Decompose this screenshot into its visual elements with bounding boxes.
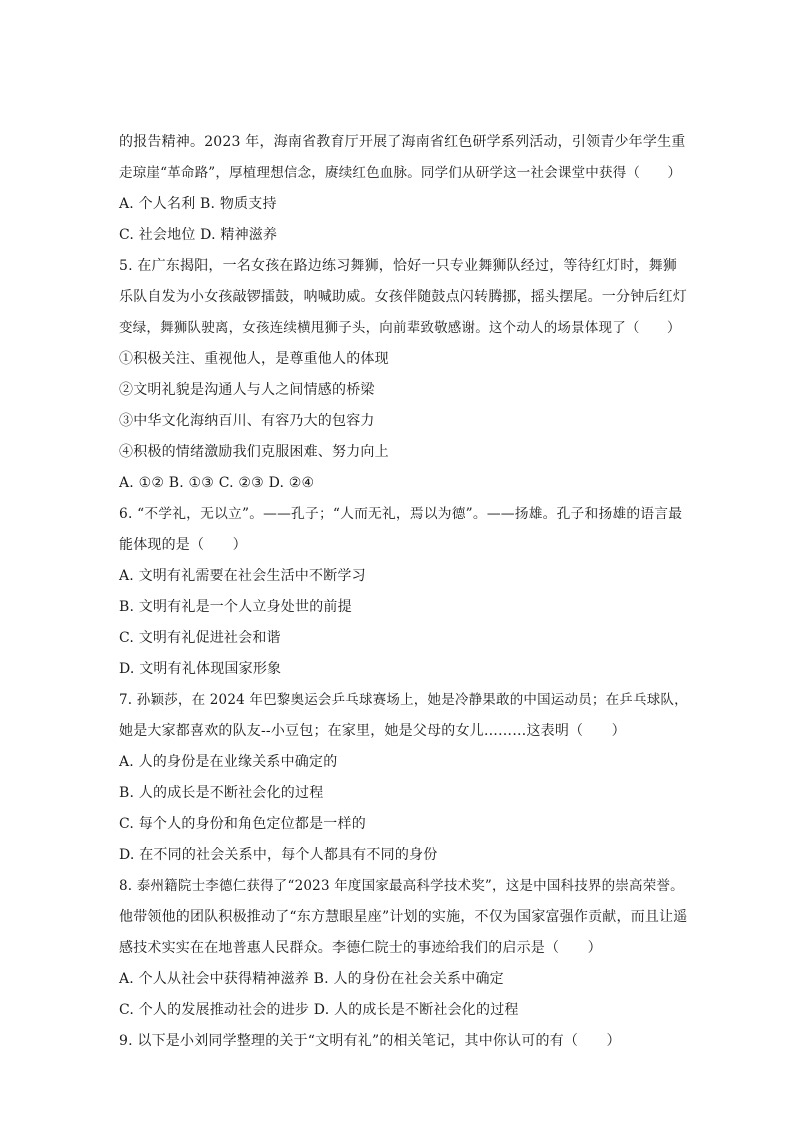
text-line: 5. 在广东揭阳，一名女孩在路边练习舞狮，恰好一只专业舞狮队经过，等待红灯时，舞狮 — [119, 258, 678, 274]
text-line: C. 个人的发展推动社会的进步 D. 人的成长是不断社会化的过程 — [119, 1002, 519, 1018]
text-line: 能体现的是（ ） — [119, 537, 247, 553]
text-line: A. 人的身份是在业缘关系中确定的 — [119, 754, 338, 770]
text-line: 9. 以下是小刘同学整理的关于“文明有礼”的相关笔记，其中你认可的有（ ） — [119, 1033, 621, 1049]
text-line: A. 个人名利 B. 物质支持 — [119, 196, 277, 212]
text-line: 他带领他的团队积极推动了“东方慧眼星座”计划的实施，不仅为国家富强作贡献，而且让遥 — [119, 909, 688, 925]
text-line: 变绿，舞狮队驶离，女孩连续横甩狮子头，向前辈致敬感谢。这个动人的场景体现了（ ） — [119, 320, 681, 336]
text-line: B. 人的成长是不断社会化的过程 — [119, 785, 324, 801]
text-line: A. ①② B. ①③ C. ②③ D. ②④ — [119, 475, 315, 491]
text-line: 8. 泰州籍院士李德仁获得了“2023 年度国家最高科学技术奖”，这是中国科技界的崇高荣誉。 — [119, 878, 684, 894]
text-line: ①积极关注、重视他人，是尊重他人的体现 — [119, 351, 389, 367]
text-line: ③中华文化海纳百川、有容乃大的包容力 — [119, 413, 375, 429]
text-line: 的报告精神。2023 年，海南省教育厅开展了海南省红色研学系列活动，引领青少年学生重 — [119, 134, 686, 150]
text-line: ④积极的情绪激励我们克服困难、努力向上 — [119, 444, 389, 460]
text-line: ②文明礼貌是沟通人与人之间情感的桥梁 — [119, 382, 375, 398]
text-line: C. 社会地位 D. 精神滋养 — [119, 227, 278, 243]
text-line: A. 文明有礼需要在社会生活中不断学习 — [119, 568, 366, 584]
text-line: C. 每个人的身份和角色定位都是一样的 — [119, 816, 366, 832]
text-line: 乐队自发为小女孩敲锣擂鼓，呐喊助威。女孩伴随鼓点闪转腾挪，摇头摆尾。一分钟后红灯 — [119, 289, 687, 305]
text-line: 感技术实实在在地普惠人民群众。李德仁院士的事迹给我们的启示是（ ） — [119, 940, 602, 956]
text-line: C. 文明有礼促进社会和谐 — [119, 630, 281, 646]
text-line: D. 文明有礼体现国家形象 — [119, 661, 282, 677]
text-line: 6. “不学礼，无以立”。——孔子；“人而无礼，焉以为德”。——扬雄。孔子和扬雄的语言最 — [119, 506, 683, 522]
text-line: 7. 孙颖莎，在 2024 年巴黎奥运会乒乓球赛场上，她是冷静果敢的中国运动员；在乒乓球队， — [119, 692, 688, 708]
text-line: A. 个人从社会中获得精神滋养 B. 人的身份在社会关系中确定 — [119, 971, 504, 987]
text-line: 走琼崖“革命路”，厚植理想信念，赓续红色血脉。同学们从研学这一社会课堂中获得（ ） — [119, 165, 682, 181]
text-line: B. 文明有礼是一个人立身处世的前提 — [119, 599, 352, 615]
text-line: D. 在不同的社会关系中，每个人都具有不同的身份 — [119, 847, 438, 863]
text-line: 她是大家都喜欢的队友--小豆包；在家里，她是父母的女儿………这表明（ ） — [119, 723, 626, 739]
